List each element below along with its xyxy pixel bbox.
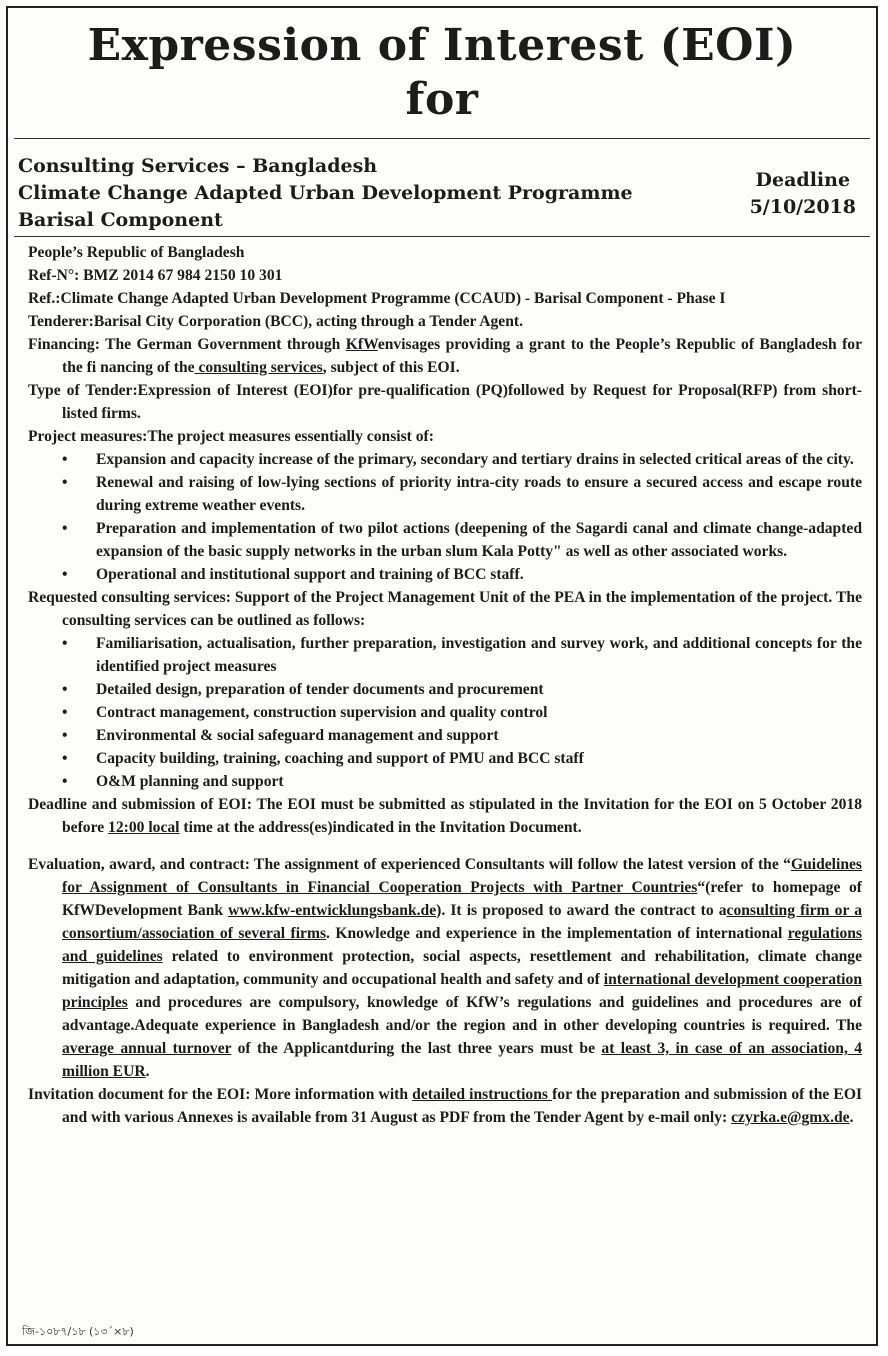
list-item: • Detailed design, preparation of tender documents and procurement xyxy=(96,678,862,701)
ref-programme: Ref.:Climate Change Adapted Urban Development Programme (CCAUD) - Barisal Component - Phase I xyxy=(28,290,726,307)
guidelines-link: Guidelines for Assignment of Consultants in Financial Cooperation Projects with Partner Countries xyxy=(62,856,862,896)
financing-paragraph xyxy=(28,333,862,379)
list-item: • Familiarisation, actualisation, further preparation, investigation and survey work, and additional concepts for the identified project measures xyxy=(96,632,862,678)
page-title-for: for xyxy=(405,74,479,125)
list-item: • Renewal and raising of low-lying sections of priority intra-city roads to ensure a secured access and escape route during extreme weather events. xyxy=(96,471,862,517)
instructions-text: detailed instructions xyxy=(412,1086,553,1103)
financing-text: Financing: The German Government through xyxy=(28,336,346,353)
eoi-notice xyxy=(6,6,878,1346)
evaluation-text: . Knowledge and experience in the implementation of international xyxy=(326,925,788,942)
divider-top xyxy=(14,138,870,139)
financing-text: , subject of this EOI. xyxy=(322,359,460,376)
list-item: • Preparation and implementation of two pilot actions (deepening of the Sagardi canal and climate change-adapted expansion of the basic supply networks in the urban slum Kala Potty" as well as other associated works. xyxy=(96,517,862,563)
list-item: • Capacity building, training, coaching and support of PMU and BCC staff xyxy=(96,747,862,770)
project-measures-intro: Project measures:The project measures essentially consist of: xyxy=(28,428,434,445)
financing-text: envisages providing a grant to the People’s Republic of Bangladesh for the fi nancing of the xyxy=(62,336,862,376)
requested-services-intro: Requested consulting services: Support of the Project Management Unit of the PEA in the implementation of the project. The consulting services can be outlined as follows: xyxy=(28,589,862,629)
cooperation-principles-text: international development cooperation principles xyxy=(62,971,862,1011)
list-item: • O&M planning and support xyxy=(96,770,862,793)
kfw-website-link[interactable]: www.kfw-entwicklungsbank.de xyxy=(228,902,437,919)
requested-services-list xyxy=(28,632,862,793)
evaluation-text: related to environment protection, social aspects, resettlement and rehabilitation, climate change mitigation and adaptation, community and occupational health and safety and of xyxy=(62,948,863,988)
evaluation-paragraph xyxy=(28,853,862,1083)
tenderer-line: Tenderer:Barisal City Corporation (BCC), acting through a Tender Agent. xyxy=(28,313,523,330)
consulting-services-link: consulting services xyxy=(194,359,323,376)
type-of-tender: Type of Tender:Expression of Interest (EOI)for pre-qualification (PQ)followed by Request for Proposal(RFP) from short-listed firms. xyxy=(28,382,862,422)
deadline-label: Deadline xyxy=(755,168,851,191)
deadline-text: time at the address(es)indicated in the Invitation Document. xyxy=(179,819,582,836)
page-title: Expression of Interest (EOI) xyxy=(87,20,797,71)
country-line: People’s Republic of Bangladesh xyxy=(28,244,245,261)
deadline-date: 5/10/2018 xyxy=(749,195,856,218)
project-measures-list xyxy=(28,448,862,586)
header-block xyxy=(8,149,876,236)
list-item: • Environmental & social safeguard management and support xyxy=(96,724,862,747)
evaluation-text: Evaluation, award, and contract: The assignment of experienced Consultants will follow the latest version of the “ xyxy=(28,856,791,873)
turnover-text: average annual turnover xyxy=(62,1040,232,1057)
publication-code: জি-১০৮৭/১৮ (১৩´×৮) xyxy=(22,1325,134,1338)
deadline-box xyxy=(750,167,866,221)
deadline-text: Deadline and submission of EOI: The EOI must be submitted as stipulated in the Invitation for the EOI on 5 October 2018 before xyxy=(28,796,862,836)
list-item: • Contract management, construction supervision and quality control xyxy=(96,701,862,724)
ref-number: Ref-N°: BMZ 2014 67 984 2150 10 301 xyxy=(28,267,283,284)
invitation-text: Invitation document for the EOI: More information with xyxy=(28,1086,413,1103)
evaluation-text: “(refer to homepage of KfWDevelopment Bank xyxy=(62,879,863,919)
evaluation-text: . xyxy=(145,1063,150,1080)
consortium-text: consulting firm or a consortium/association of several firms xyxy=(62,902,862,942)
regulations-text: regulations and guidelines xyxy=(62,925,862,965)
list-item: • Operational and institutional support and training of BCC staff. xyxy=(96,563,862,586)
evaluation-text: ). It is proposed to award the contract to a xyxy=(436,902,727,919)
invitation-paragraph xyxy=(28,1083,862,1129)
kfw-link: KfW xyxy=(345,336,378,353)
notice-body xyxy=(8,237,876,1129)
header-line: Consulting Services – Bangladesh xyxy=(18,155,378,177)
email-link[interactable]: czyrka.e@gmx.de xyxy=(731,1109,850,1126)
deadline-time: 12:00 local xyxy=(108,819,180,836)
deadline-paragraph xyxy=(28,793,862,839)
evaluation-text: of the Applicantduring the last three years must be xyxy=(231,1040,602,1057)
spacer xyxy=(28,839,862,853)
header-line: Climate Change Adapted Urban Development Programme xyxy=(18,182,633,204)
header-subject xyxy=(18,153,633,234)
turnover-amount: at least 3, in case of an association, 4 million EUR xyxy=(62,1040,863,1080)
list-item: • Expansion and capacity increase of the primary, secondary and tertiary drains in selected critical areas of the city. xyxy=(96,448,862,471)
evaluation-text: and procedures are compulsory, knowledge of KfW’s regulations and guidelines and procedures are of advantage.Adequate experience in Bangladesh and/or the region and in other developing countries is required. The xyxy=(62,994,862,1034)
invitation-text: for the preparation and submission of the EOI and with various Annexes is available from 31 August as PDF from the Tender Agent by e-mail only: xyxy=(62,1086,863,1126)
header-line: Barisal Component xyxy=(18,209,223,231)
invitation-text: . xyxy=(849,1109,854,1126)
